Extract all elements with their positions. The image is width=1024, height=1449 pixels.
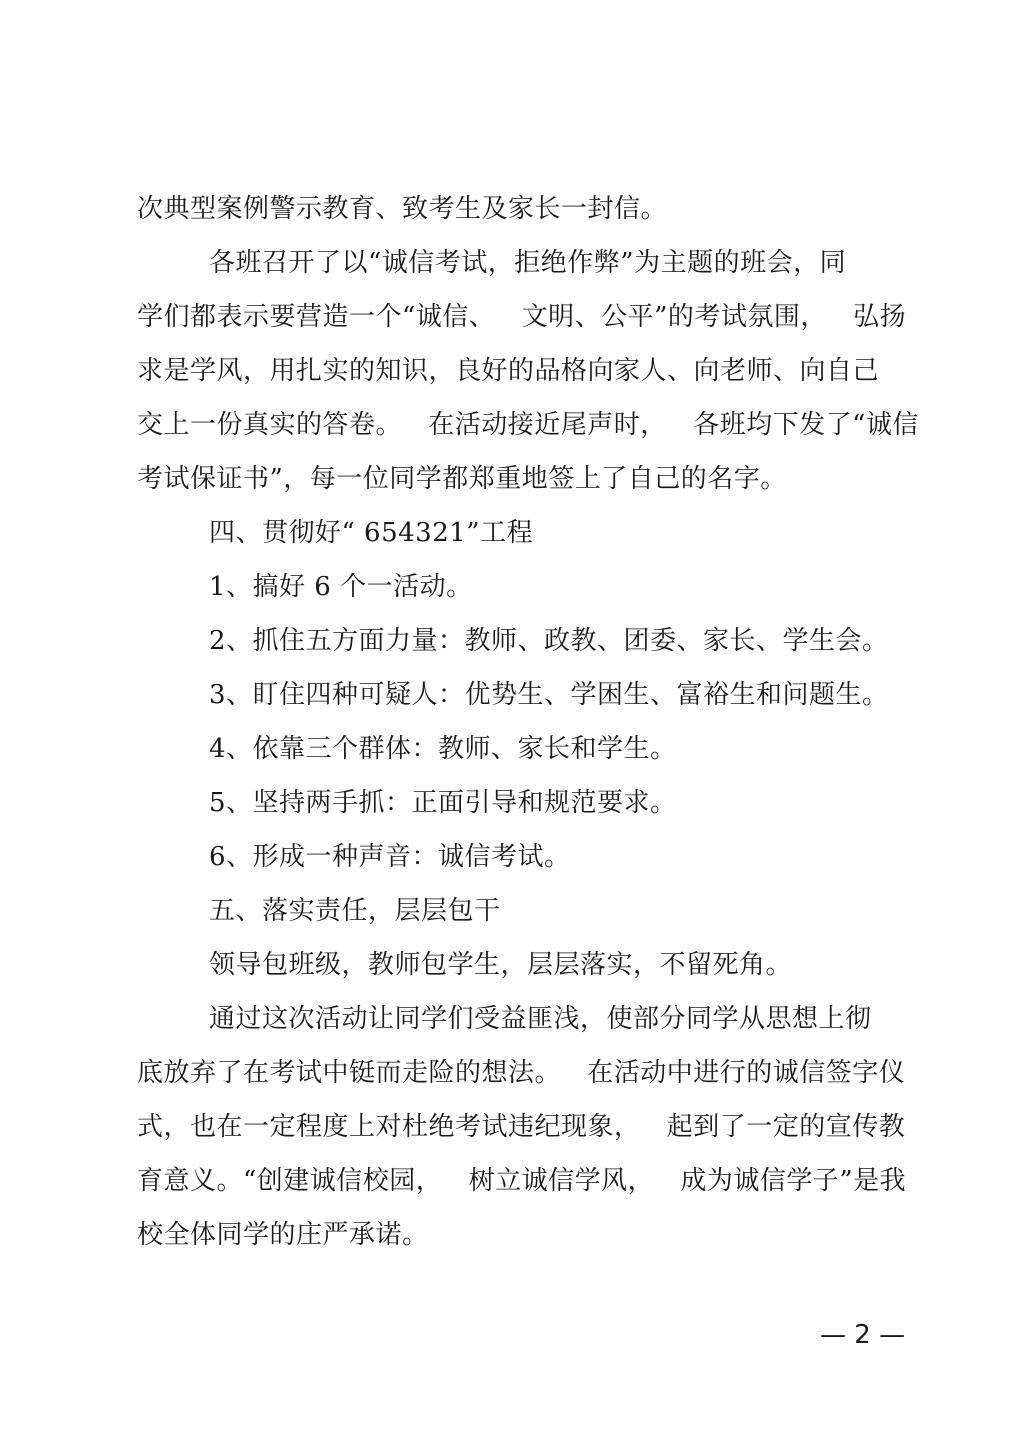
text-line: 领导包班级，教师包学生，层层落实，不留死角。 xyxy=(209,950,793,980)
list-item: 4、依靠三个群体：教师、家长和学生。 xyxy=(209,734,677,764)
section-heading: 四、贯彻好“ 654321”工程 xyxy=(209,518,534,548)
list-item: 3、盯住四种可疑人：优势生、学困生、富裕生和问题生。 xyxy=(209,680,889,710)
list-item: 6、形成一种声音：诚信考试。 xyxy=(209,842,571,872)
page-number: — 2 — xyxy=(820,1320,906,1350)
list-item: 2、抓住五方面力量：教师、政教、团委、家长、学生会。 xyxy=(209,626,889,656)
text-line: 底放弃了在考试中铤而走险的想法。 在活动中进行的诚信签字仪 xyxy=(137,1058,906,1088)
text-line: 次典型案例警示教育、致考生及家长一封信。 xyxy=(137,194,668,224)
text-line: 考试保证书”，每一位同学都郑重地签上了自己的名字。 xyxy=(137,464,787,494)
text-line: 式，也在一定程度上对杜绝考试违纪现象， 起到了一定的宣传教 xyxy=(137,1112,906,1142)
text-line: 求是学风，用扎实的知识，良好的品格向家人、向老师、向自己 xyxy=(137,356,880,386)
text-line: 学们都表示要营造一个“诚信、 文明、公平”的考试氛围， 弘扬 xyxy=(137,302,907,332)
text-line: 育意义。“创建诚信校园， 树立诚信学风， 成为诚信学子”是我 xyxy=(137,1166,907,1196)
list-item: 1、搞好 6 个一活动。 xyxy=(209,572,473,602)
section-heading: 五、落实责任，层层包干 xyxy=(209,896,501,926)
text-line: 校全体同学的庄严承诺。 xyxy=(137,1220,429,1250)
text-line: 通过这次活动让同学们受益匪浅，使部分同学从思想上彻 xyxy=(209,1004,872,1034)
text-line: 交上一份真实的答卷。 在活动接近尾声时， 各班均下发了“诚信 xyxy=(137,410,919,440)
list-item: 5、坚持两手抓：正面引导和规范要求。 xyxy=(209,788,677,818)
text-line: 各班召开了以“诚信考试，拒绝作弊”为主题的班会，同 xyxy=(209,248,847,278)
